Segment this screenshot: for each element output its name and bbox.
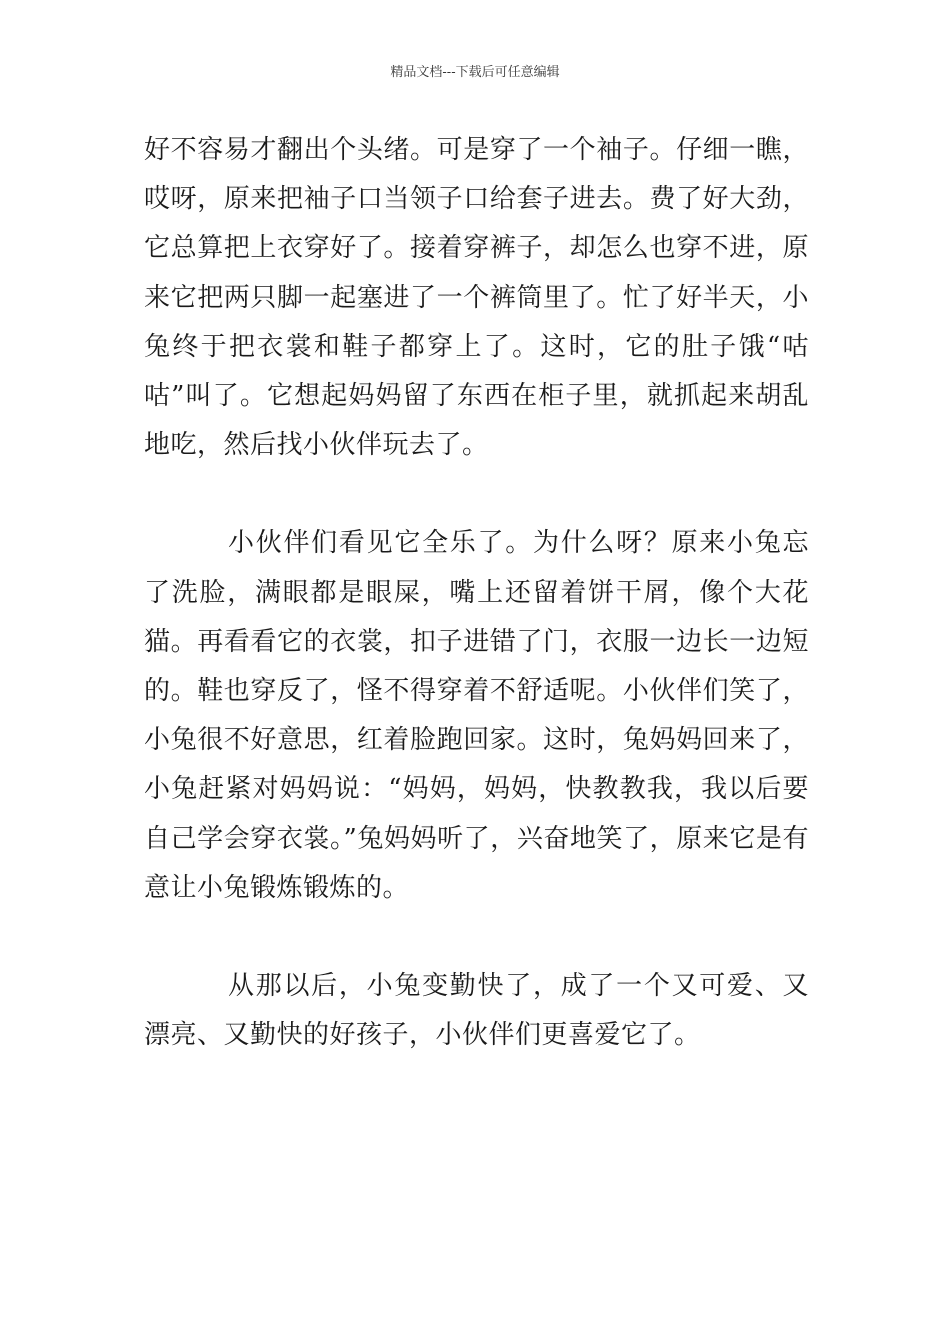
- paragraph-3: 从那以后，小兔变勤快了，成了一个又可爱、又漂亮、又勤快的好孩子，小伙伴们更喜爱它了。: [144, 971, 809, 1051]
- page-header: 精品文档---下载后可任意编辑: [390, 65, 560, 80]
- paragraph-2: 小伙伴们看见它全乐了。为什么呀？原来小兔忘了洗脸，满眼都是眼屎，嘴上还留着饼干屑，像个大花猫。再看看它的衣裳，扣子进错了门，衣服一边长一边短的。鞋也穿反了，怪不得穿着不舒适呢。小伙伴们笑了，小兔很不好意思，红着脸跑回家。这时，兔妈妈回来了，小兔赶紧对妈妈说：“妈妈，妈妈，快教教我，我以后要自己学会穿衣裳。”兔妈妈听了，兴奋地笑了，原来它是有意让小兔锻炼锻炼的。: [144, 528, 809, 903]
- paragraph-1: 好不容易才翻出个头绪。可是穿了一个袖子。仔细一瞧，哎呀，原来把袖子口当领子口给套子进去。费了好大劲，它总算把上衣穿好了。接着穿裤子，却怎么也穿不进，原来它把两只脚一起塞进了一个裤筒里了。忙了好半天，小兔终于把衣裳和鞋子都穿上了。这时，它的肚子饿“咕咕”叫了。它想起妈妈留了东西在柜子里，就抓起来胡乱地吃，然后找小伙伴玩去了。: [144, 135, 809, 461]
- body-text: [144, 126, 809, 1060]
